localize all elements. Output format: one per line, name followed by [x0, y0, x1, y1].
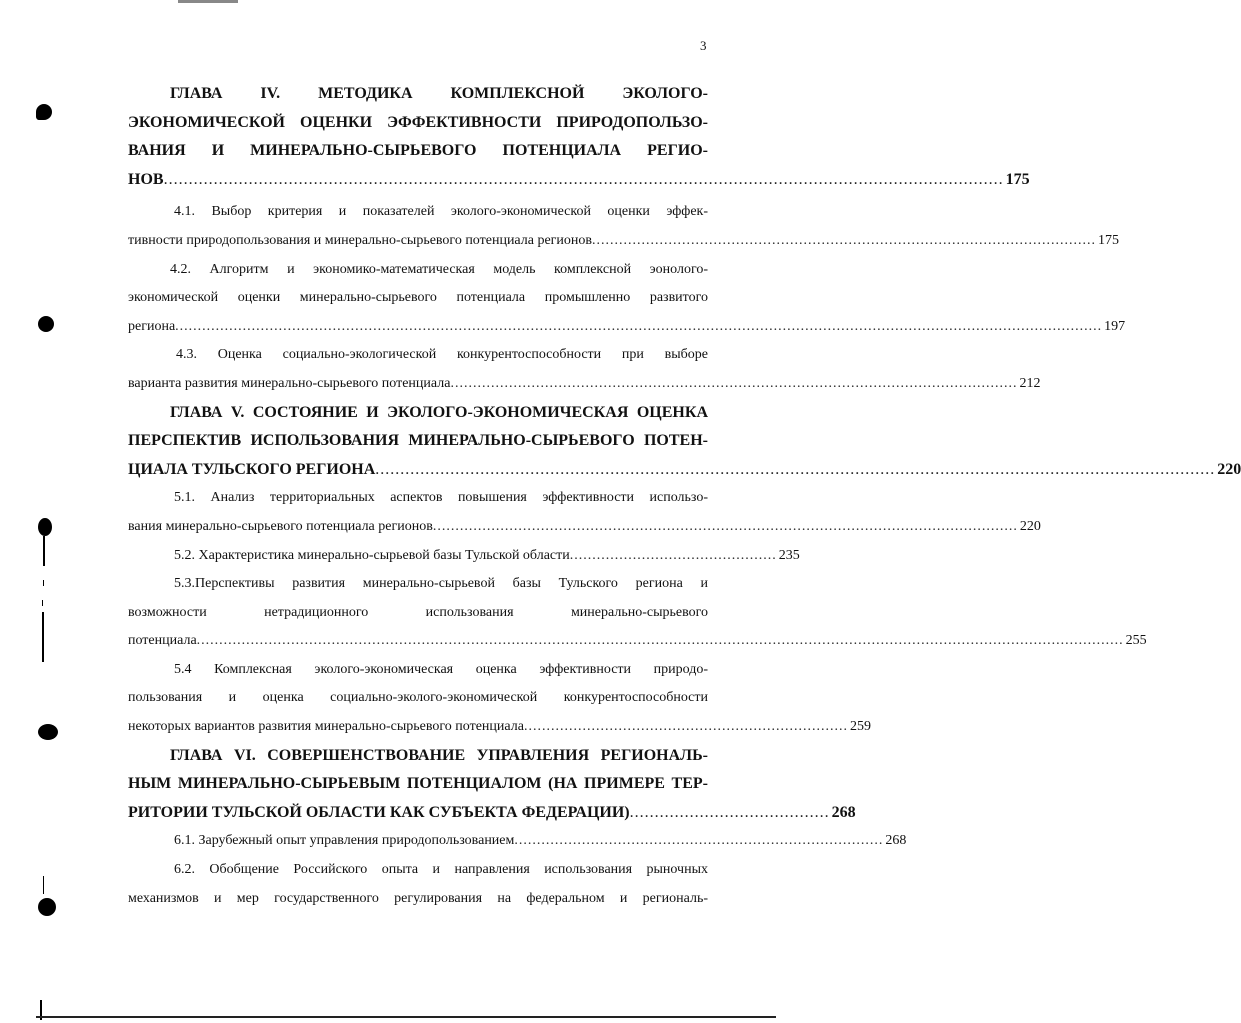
scan-edge-mark [178, 0, 238, 3]
toc-entry-title: вания минерально-сырьевого потенциала регионов [128, 518, 433, 534]
toc-line: экономической оценки минерально-сырьевого потенциала промышленно развитого [128, 290, 708, 306]
toc-leader-line [128, 456, 1241, 485]
toc-line: ВАНИЯ И МИНЕРАЛЬНО-СЫРЬЕВОГО ПОТЕНЦИАЛА РЕГИО- [128, 142, 708, 160]
toc-page-ref: 235 [778, 547, 800, 563]
toc-entry-title: варианта развития минерально-сырьевого потенциала [128, 375, 451, 391]
binder-hole-3 [38, 518, 52, 536]
toc-entry-title: некоторых вариантов развития минерально-сырьевого потенциала [128, 719, 524, 735]
toc-entry-title: потенциала [128, 633, 197, 649]
toc-page-ref: 220 [1217, 460, 1241, 478]
table-of-contents [128, 80, 1241, 913]
toc-section-4-1 [128, 198, 1120, 255]
toc-chapter-5 [128, 399, 1241, 485]
margin-mark-2 [43, 580, 44, 586]
toc-page-ref: 175 [1098, 232, 1120, 248]
toc-section-4-2 [128, 256, 1126, 342]
toc-section-5-1 [128, 484, 1041, 541]
toc-line: 4.1. Выбор критерия и показателей эколого-экономической оценки эффек- [174, 204, 708, 220]
toc-page-ref: 268 [885, 833, 907, 849]
toc-line: ПЕРСПЕКТИВ ИСПОЛЬЗОВАНИЯ МИНЕРАЛЬНО-СЫРЬЕВОГО ПОТЕН- [128, 432, 708, 450]
binder-hole-2 [38, 316, 54, 332]
margin-mark-3 [42, 600, 43, 606]
binder-hole-4 [38, 724, 58, 740]
toc-leader-line [128, 370, 1041, 399]
toc-page-ref: 197 [1104, 318, 1126, 334]
toc-leader-line [128, 627, 1147, 656]
toc-section-4-3 [128, 341, 1041, 398]
toc-page-ref: 255 [1125, 633, 1147, 649]
toc-line: 5.4 Комплексная эколого-экономическая оценка эффективности природо- [174, 661, 708, 677]
toc-entry-title: 5.2. Характеристика минерально-сырьевой базы Тульской области [174, 547, 570, 563]
toc-section-6-1 [128, 827, 907, 856]
toc-page-ref: 212 [1019, 375, 1041, 391]
dot-leader: .............................................. [569, 547, 777, 563]
toc-line: ГЛАВА IV. МЕТОДИКА КОМПЛЕКСНОЙ ЭКОЛОГО- [170, 85, 708, 102]
binder-hole-1 [36, 104, 52, 120]
toc-entry-title: РИТОРИИ ТУЛЬСКОЙ ОБЛАСТИ КАК СУБЪЕКТА ФЕДЕРАЦИИ) [128, 803, 630, 821]
dot-leader: .............................................................................................................................. [450, 375, 1018, 391]
dot-leader: .............................................................................................................................................................................................................. [196, 633, 1124, 649]
dot-leader: ........................................................................................................................................................................ [375, 460, 1216, 478]
margin-mark-4 [42, 612, 44, 662]
toc-leader-line [128, 713, 871, 742]
dot-leader: .................................................................................................................................. [432, 518, 1018, 534]
toc-entry-title: ЦИАЛА ТУЛЬСКОГО РЕГИОНА [128, 460, 376, 478]
page-number: 3 [700, 38, 707, 53]
toc-leader-line [128, 542, 800, 571]
toc-line: ЭКОНОМИЧЕСКОЙ ОЦЕНКИ ЭФФЕКТИВНОСТИ ПРИРОДОПОЛЬЗО- [128, 113, 708, 131]
margin-mark-1 [43, 536, 45, 566]
toc-leader-line [128, 313, 1126, 342]
toc-entry-title: НОВ [128, 170, 164, 188]
toc-section-5-2 [128, 542, 800, 571]
toc-page-ref: 220 [1019, 518, 1041, 534]
dot-leader: ........................................................................................................................................................................ [163, 170, 1004, 188]
toc-line: пользования и оценка социально-эколого-экономической конкурентоспособности [128, 690, 708, 706]
dot-leader: ........................................ [629, 803, 830, 821]
toc-line: 4.2. Алгоритм и экономико-математическая модель комплексной эонолого- [170, 261, 708, 277]
dot-leader: ........................................................................ [523, 719, 848, 735]
toc-line: 4.3. Оценка социально-экологической конкурентоспособности при выборе [176, 347, 708, 363]
toc-section-6-2 [128, 856, 708, 913]
dot-leader: .................................................................................. [514, 833, 884, 849]
toc-leader-line [128, 513, 1041, 542]
toc-entry-title: 6.1. Зарубежный опыт управления природопользованием [174, 833, 515, 849]
toc-line: ГЛАВА V. СОСТОЯНИЕ И ЭКОЛОГО-ЭКОНОМИЧЕСКАЯ ОЦЕНКА [170, 403, 708, 421]
margin-mark-5 [43, 876, 44, 894]
toc-leader-line [128, 227, 1120, 256]
binder-hole-5 [38, 898, 56, 916]
page-bottom-edge [36, 1016, 776, 1018]
toc-line: 5.1. Анализ территориальных аспектов повышения эффективности использо- [174, 490, 708, 506]
toc-line: 5.3.Перспективы развития минерально-сырьевой базы Тульского региона и [174, 576, 708, 592]
toc-line: НЫМ МИНЕРАЛЬНО-СЫРЬЕВЫМ ПОТЕНЦИАЛОМ (НА ПРИМЕРЕ ТЕР- [128, 775, 708, 793]
toc-leader-line [128, 799, 856, 828]
toc-line: возможности нетрадиционного использования минерально-сырьевого [128, 604, 708, 620]
toc-line: 6.2. Обобщение Российского опыта и направления использования рыночных [174, 862, 708, 878]
toc-page-ref: 268 [831, 803, 856, 821]
toc-page-ref: 259 [849, 719, 871, 735]
toc-line: механизмов и мер государственного регулирования на федеральном и региональ- [128, 890, 708, 906]
toc-section-5-3 [128, 570, 1147, 656]
dot-leader: ................................................................................................................ [592, 232, 1097, 248]
toc-line: ГЛАВА VI. СОВЕРШЕНСТВОВАНИЕ УПРАВЛЕНИЯ РЕГИОНАЛЬ- [170, 746, 708, 764]
toc-chapter-4 [128, 80, 1030, 194]
toc-section-5-4 [128, 656, 871, 742]
toc-leader-line [128, 827, 907, 856]
toc-page-ref: 175 [1005, 170, 1030, 188]
toc-entry-title: региона [128, 318, 176, 334]
dot-leader: .............................................................................................................................................................................................................. [175, 318, 1103, 334]
toc-chapter-6 [128, 742, 856, 828]
toc-entry-title: тивности природопользования и минерально-сырьевого потенциала регионов [128, 232, 593, 248]
toc-leader-line [128, 166, 1030, 195]
